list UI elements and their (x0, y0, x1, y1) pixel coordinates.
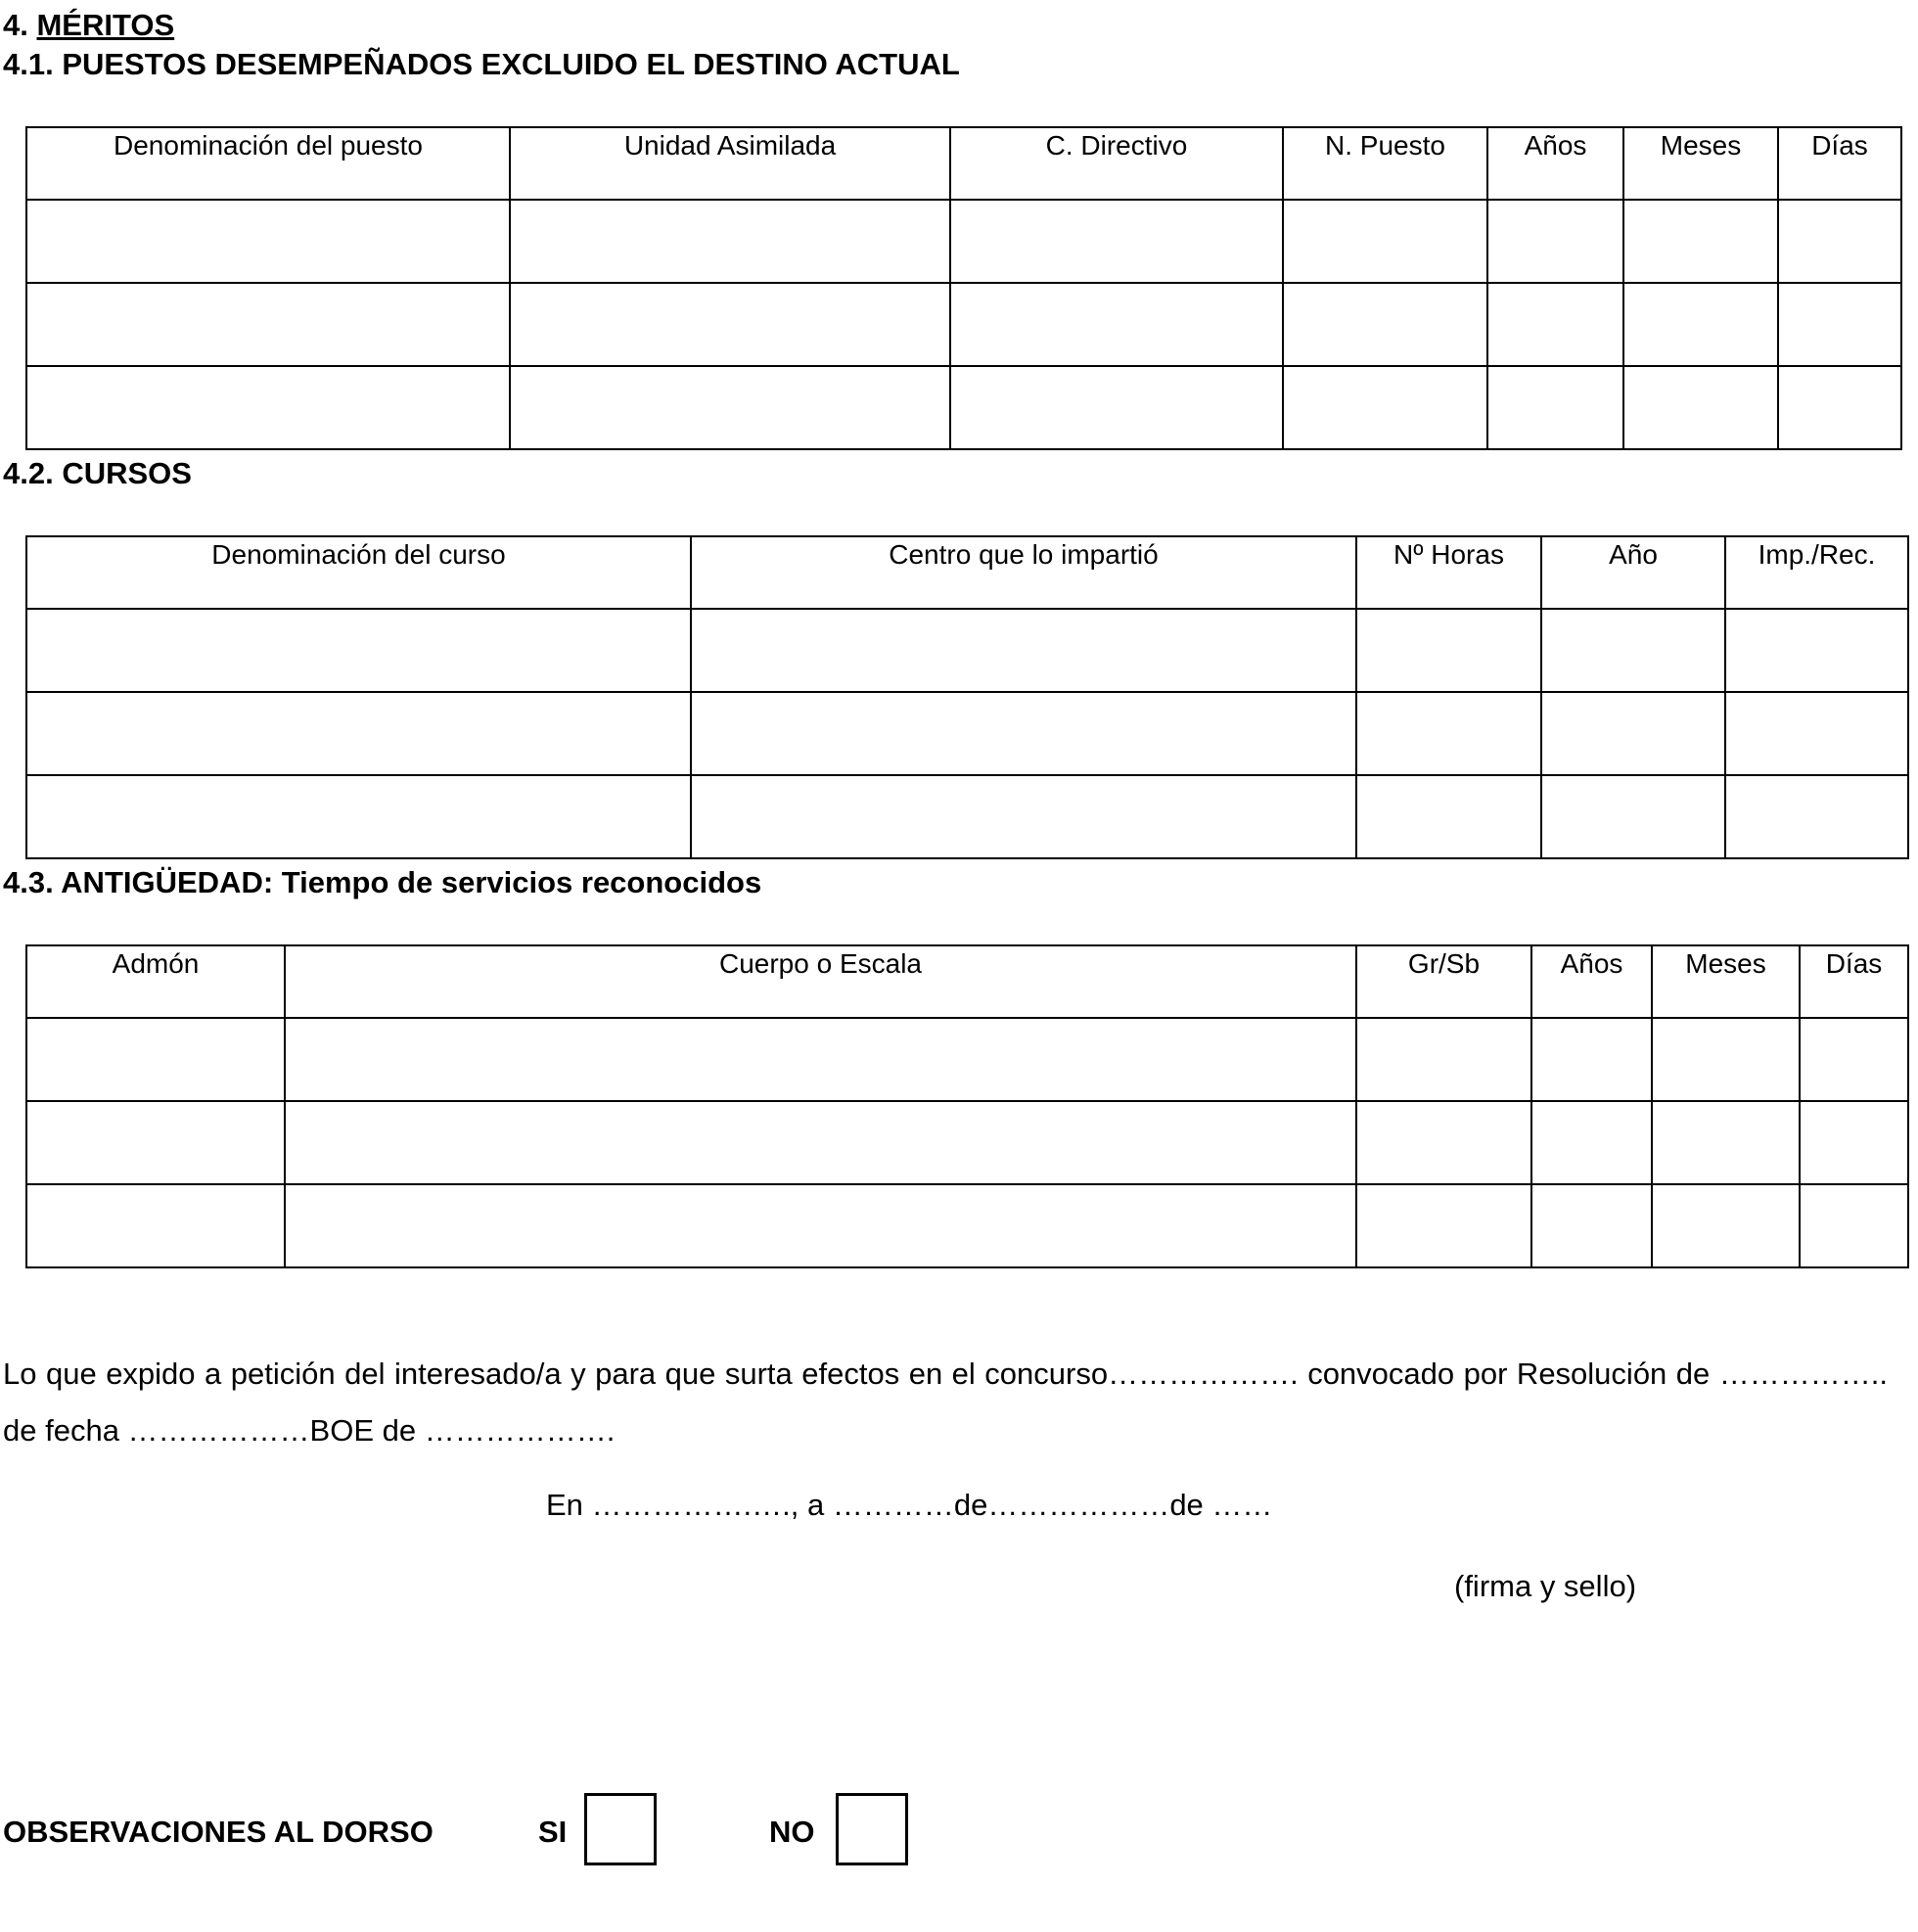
yes-label: SI (538, 1815, 568, 1849)
table-cell[interactable] (1778, 283, 1901, 366)
table-row (26, 609, 1908, 692)
column-header: Imp./Rec. (1725, 536, 1908, 609)
signature-label: (firma y sello) (1454, 1569, 1637, 1603)
table-cell[interactable] (26, 200, 510, 283)
table-cell[interactable] (1283, 366, 1487, 449)
table-cell[interactable] (1778, 200, 1901, 283)
place-date-line: En …………….…., a …………de………………de …… (546, 1488, 1273, 1522)
no-label: NO (769, 1815, 815, 1849)
table-cell[interactable] (1623, 200, 1778, 283)
no-checkbox[interactable] (836, 1793, 908, 1865)
table-cell[interactable] (26, 775, 691, 858)
table-cell[interactable] (510, 200, 950, 283)
column-header: Denominación del curso (26, 536, 691, 609)
column-header: Días (1800, 945, 1908, 1018)
table-header-row (26, 945, 1908, 1018)
table-cell[interactable] (1623, 283, 1778, 366)
table-cell[interactable] (26, 609, 691, 692)
table-cell[interactable] (1652, 1101, 1800, 1184)
column-header: N. Puesto (1283, 127, 1487, 200)
table-cell[interactable] (285, 1018, 1356, 1101)
table-row (26, 283, 1901, 366)
table-cell[interactable] (1531, 1101, 1652, 1184)
table-cell[interactable] (691, 692, 1356, 775)
table-cell[interactable] (1541, 692, 1725, 775)
table-cell[interactable] (510, 366, 950, 449)
seniority-table (25, 944, 1909, 1268)
column-header: C. Directivo (950, 127, 1283, 200)
table-cell[interactable] (26, 1101, 285, 1184)
table-cell[interactable] (950, 366, 1283, 449)
table-cell[interactable] (285, 1101, 1356, 1184)
positions-table (25, 126, 1902, 450)
section-title (3, 8, 174, 43)
table-cell[interactable] (1356, 692, 1541, 775)
table-cell[interactable] (1800, 1018, 1908, 1101)
table-cell[interactable] (950, 283, 1283, 366)
table-row (26, 200, 1901, 283)
table-cell[interactable] (1356, 1101, 1531, 1184)
column-header: Años (1487, 127, 1623, 200)
table-row (26, 1184, 1908, 1267)
table-cell[interactable] (26, 283, 510, 366)
column-header: Cuerpo o Escala (285, 945, 1356, 1018)
column-header: Nº Horas (1356, 536, 1541, 609)
table-cell[interactable] (1356, 775, 1541, 858)
table-cell[interactable] (26, 692, 691, 775)
column-header: Años (1531, 945, 1652, 1018)
table-cell[interactable] (510, 283, 950, 366)
column-header: Centro que lo impartió (691, 536, 1356, 609)
section-name: MÉRITOS (36, 8, 175, 42)
table-row (26, 775, 1908, 858)
table-cell[interactable] (1531, 1184, 1652, 1267)
subsection-1-title: 4.1. PUESTOS DESEMPEÑADOS EXCLUIDO EL DESTINO ACTUAL (3, 47, 960, 81)
table-cell[interactable] (1531, 1018, 1652, 1101)
table-cell[interactable] (1283, 200, 1487, 283)
table-row (26, 692, 1908, 775)
section-number: 4. (3, 8, 28, 42)
column-header: Año (1541, 536, 1725, 609)
subsection-3-title: 4.3. ANTIGÜEDAD: Tiempo de servicios reconocidos (3, 865, 762, 899)
table-header-row (26, 127, 1901, 200)
table-cell[interactable] (1778, 366, 1901, 449)
table-cell[interactable] (1652, 1018, 1800, 1101)
table-cell[interactable] (1541, 775, 1725, 858)
table-cell[interactable] (1356, 609, 1541, 692)
table-header-row (26, 536, 1908, 609)
observations-label: OBSERVACIONES AL DORSO (3, 1815, 434, 1849)
column-header: Meses (1652, 945, 1800, 1018)
column-header: Admón (26, 945, 285, 1018)
table-cell[interactable] (1356, 1184, 1531, 1267)
table-cell[interactable] (1487, 200, 1623, 283)
table-row (26, 1018, 1908, 1101)
table-cell[interactable] (1800, 1101, 1908, 1184)
table-cell[interactable] (1623, 366, 1778, 449)
table-cell[interactable] (1725, 609, 1908, 692)
table-cell[interactable] (1356, 1018, 1531, 1101)
column-header: Meses (1623, 127, 1778, 200)
column-header: Unidad Asimilada (510, 127, 950, 200)
table-row (26, 1101, 1908, 1184)
table-cell[interactable] (1283, 283, 1487, 366)
table-cell[interactable] (1800, 1184, 1908, 1267)
table-cell[interactable] (26, 1018, 285, 1101)
column-header: Denominación del puesto (26, 127, 510, 200)
yes-checkbox[interactable] (584, 1793, 657, 1865)
table-cell[interactable] (285, 1184, 1356, 1267)
subsection-2-title: 4.2. CURSOS (3, 456, 192, 490)
column-header: Gr/Sb (1356, 945, 1531, 1018)
table-cell[interactable] (1541, 609, 1725, 692)
table-row (26, 366, 1901, 449)
table-cell[interactable] (1652, 1184, 1800, 1267)
table-cell[interactable] (1487, 283, 1623, 366)
table-cell[interactable] (691, 775, 1356, 858)
column-header: Días (1778, 127, 1901, 200)
certification-text: Lo que expido a petición del interesado/a y para que surta efectos en el concurso………………. convocado por Resolución de …………….. de fecha ………………BOE de ………………. (3, 1357, 1888, 1448)
table-cell[interactable] (1725, 775, 1908, 858)
table-cell[interactable] (26, 1184, 285, 1267)
table-cell[interactable] (950, 200, 1283, 283)
table-cell[interactable] (26, 366, 510, 449)
courses-table (25, 535, 1909, 859)
table-cell[interactable] (691, 609, 1356, 692)
table-cell[interactable] (1487, 366, 1623, 449)
table-cell[interactable] (1725, 692, 1908, 775)
